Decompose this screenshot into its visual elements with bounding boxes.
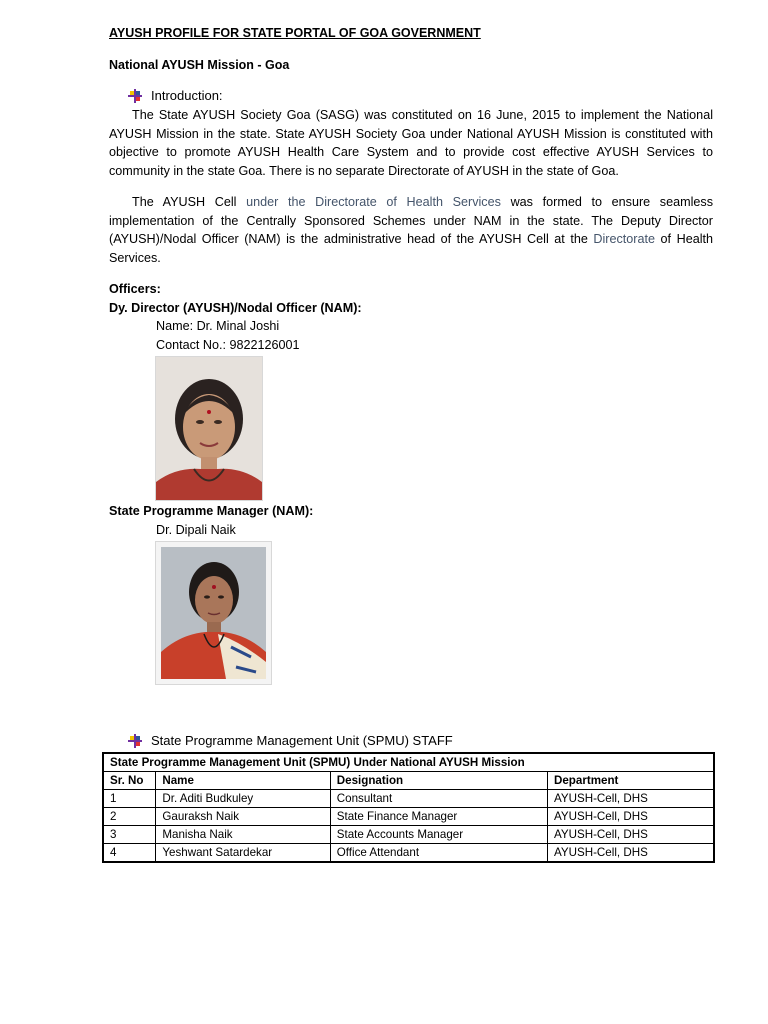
spm-name: Dr. Dipali Naik (156, 523, 236, 537)
column-header: Name (156, 772, 330, 790)
cell-sr-no: 4 (103, 844, 156, 863)
cell-department: AYUSH-Cell, DHS (547, 790, 714, 808)
intro-bullet-row (128, 88, 223, 103)
table-header-row (103, 772, 714, 790)
column-header: Department (547, 772, 714, 790)
cell-designation: Consultant (330, 790, 547, 808)
para2-text-a: The AYUSH Cell (132, 195, 247, 209)
cell-designation: Office Attendant (330, 844, 547, 863)
intro-heading: Introduction: (151, 88, 223, 103)
table-row (103, 826, 714, 844)
table-row (103, 790, 714, 808)
bullet-icon (128, 89, 142, 103)
table-title-row (103, 753, 714, 772)
cell-name: Gauraksh Naik (156, 808, 330, 826)
dy-director-heading: Dy. Director (AYUSH)/Nodal Officer (NAM): (109, 301, 362, 315)
para2-text-c: was formed to ensure seamless implementation of the Centrally Sponsored Schemes under NAM in the state. The Deputy Director (AYUSH)/Nodal Officer (NAM) is the administrative head of the AYUSH Cell at the (109, 195, 713, 247)
cell-department: AYUSH-Cell, DHS (547, 808, 714, 826)
cell-name: Manisha Naik (156, 826, 330, 844)
cell-sr-no: 2 (103, 808, 156, 826)
officers-heading: Officers: (109, 282, 161, 296)
table-row (103, 808, 714, 826)
table-title: State Programme Management Unit (SPMU) Under National AYUSH Mission (103, 753, 714, 772)
dy-director-name: Name: Dr. Minal Joshi (156, 319, 280, 333)
dy-director-contact: Contact No.: 9822126001 (156, 338, 300, 352)
cell-sr-no: 1 (103, 790, 156, 808)
para2-text-b: under the Directorate of Health Services (246, 195, 501, 209)
cell-sr-no: 3 (103, 826, 156, 844)
spm-photo (155, 541, 272, 685)
spm-heading: State Programme Manager (NAM): (109, 504, 314, 518)
cell-name: Yeshwant Satardekar (156, 844, 330, 863)
para2-text-d: Directorate (593, 232, 655, 247)
table-row (103, 844, 714, 863)
cell-name: Dr. Aditi Budkuley (156, 790, 330, 808)
column-header: Designation (330, 772, 547, 790)
bullet-icon (128, 734, 142, 748)
dy-director-photo (155, 356, 263, 501)
cell-department: AYUSH-Cell, DHS (547, 826, 714, 844)
page-subtitle: National AYUSH Mission - Goa (109, 58, 290, 72)
para2-text-e: of Health Services. (109, 232, 714, 266)
spmu-bullet-row (128, 733, 453, 748)
spmu-heading: State Programme Management Unit (SPMU) STAFF (151, 733, 453, 748)
column-header: Sr. No (103, 772, 156, 790)
cell-department: AYUSH-Cell, DHS (547, 844, 714, 863)
intro-paragraph-2 (109, 193, 713, 268)
intro-paragraph-1: The State AYUSH Society Goa (SASG) was constituted on 16 June, 2015 to implement the National AYUSH Mission in the state. State AYUSH Society Goa under National AYUSH Mission is constituted with objective to promote AYUSH Health Care System and to provide cost effective AYUSH Services to community in the state Goa. There is no separate Directorate of AYUSH in the state of Goa. (109, 108, 713, 179)
spmu-staff-table (102, 752, 715, 863)
page-title: AYUSH PROFILE FOR STATE PORTAL OF GOA GOVERNMENT (109, 26, 481, 40)
cell-designation: State Finance Manager (330, 808, 547, 826)
cell-designation: State Accounts Manager (330, 826, 547, 844)
